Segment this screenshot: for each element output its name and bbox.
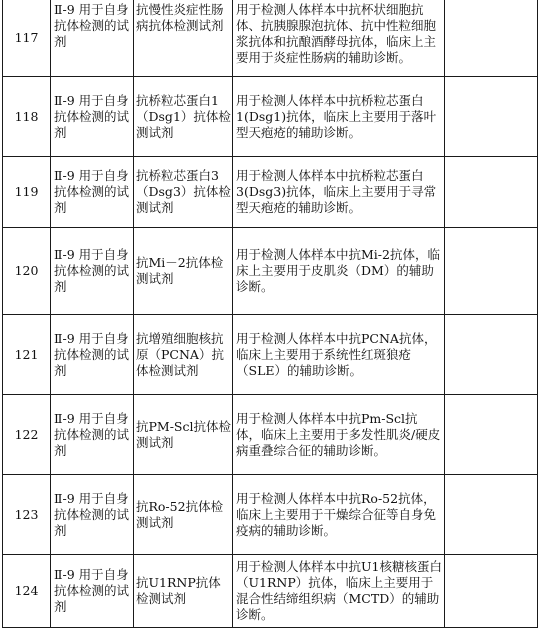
row-number: 120 — [3, 228, 51, 315]
category-text: Ⅱ-9 用于自身抗体检测的试剂 — [54, 2, 130, 49]
note-cell — [445, 555, 538, 628]
category-cell: Ⅱ-9 用于自身抗体检测的试剂 — [51, 555, 134, 628]
reagent-name-cell: 抗桥粒芯蛋白3（Dsg3）抗体检测试剂 — [134, 157, 233, 228]
reagent-name-cell: 抗增殖细胞核抗原（PCNA）抗体检测试剂 — [134, 315, 233, 395]
row-number: 121 — [3, 315, 51, 395]
table-row — [3, 77, 538, 157]
row-number: 118 — [3, 77, 51, 157]
table-row — [3, 475, 538, 555]
note-cell — [445, 77, 538, 157]
reagent-name-cell: 抗PM-Scl抗体检测试剂 — [134, 395, 233, 475]
table-row — [3, 395, 538, 475]
description-cell — [233, 0, 445, 77]
description-cell: 用于检测人体样本中抗桥粒芯蛋白1(Dsg1)抗体，临床上主要用于落叶型天疱疮的辅助诊断。 — [233, 77, 445, 157]
table-row — [3, 157, 538, 228]
category-cell: Ⅱ-9 用于自身抗体检测的试剂 — [51, 475, 134, 555]
reagent-name-cell: 抗桥粒芯蛋白1（Dsg1）抗体检测试剂 — [134, 77, 233, 157]
note-cell — [445, 157, 538, 228]
category-cell — [51, 0, 134, 77]
reagent-table — [2, 0, 538, 628]
note-cell — [445, 395, 538, 475]
row-number: 123 — [3, 475, 51, 555]
category-cell: Ⅱ-9 用于自身抗体检测的试剂 — [51, 157, 134, 228]
category-cell: Ⅱ-9 用于自身抗体检测的试剂 — [51, 315, 134, 395]
note-cell — [445, 0, 538, 77]
row-number: 124 — [3, 555, 51, 628]
row-number: 117 — [3, 0, 51, 77]
note-cell — [445, 475, 538, 555]
table-row — [3, 228, 538, 315]
table-row — [3, 315, 538, 395]
table-row — [3, 555, 538, 628]
description-cell: 用于检测人体样本中抗Ro-52抗体，临床上主要用于干燥综合征等自身免疫病的辅助诊断。 — [233, 475, 445, 555]
category-cell: Ⅱ-9 用于自身抗体检测的试剂 — [51, 395, 134, 475]
row-number: 122 — [3, 395, 51, 475]
row-number: 119 — [3, 157, 51, 228]
category-cell: Ⅱ-9 用于自身抗体检测的试剂 — [51, 228, 134, 315]
reagent-name-cell — [134, 0, 233, 77]
reagent-name-cell: 抗Mi－2抗体检测试剂 — [134, 228, 233, 315]
note-cell — [445, 228, 538, 315]
reagent-name-cell: 抗Ro-52抗体检测试剂 — [134, 475, 233, 555]
table-row — [3, 0, 538, 77]
reagent-name-text: 抗慢性炎症性肠病抗体检测试剂 — [136, 2, 224, 33]
category-cell: Ⅱ-9 用于自身抗体检测的试剂 — [51, 77, 134, 157]
description-text: 用于检测人体样本中抗杯状细胞抗体、抗胰腺腺泡抗体、抗中性粒细胞浆抗体和抗酿酒酵母抗体，临床上主要用于炎症性肠病的辅助诊断。 — [236, 2, 437, 65]
description-cell: 用于检测人体样本中抗桥粒芯蛋白3(Dsg3)抗体，临床上主要用于寻常型天疱疮的辅助诊断。 — [233, 157, 445, 228]
note-cell — [445, 315, 538, 395]
description-cell: 用于检测人体样本中抗PCNA抗体，临床上主要用于系统性红斑狼疮（SLE）的辅助诊断。 — [233, 315, 445, 395]
description-cell: 用于检测人体样本中抗U1核糖核蛋白（U1RNP）抗体，临床上主要用于混合性结缔组织病（MCTD）的辅助诊断。 — [233, 555, 445, 628]
description-cell: 用于检测人体样本中抗Mi-2抗体，临床上主要用于皮肌炎（DM）的辅助诊断。 — [233, 228, 445, 315]
reagent-name-cell: 抗U1RNP抗体检测试剂 — [134, 555, 233, 628]
description-cell: 用于检测人体样本中抗Pm-Scl抗体，临床上主要用于多发性肌炎/硬皮病重叠综合征的辅助诊断。 — [233, 395, 445, 475]
